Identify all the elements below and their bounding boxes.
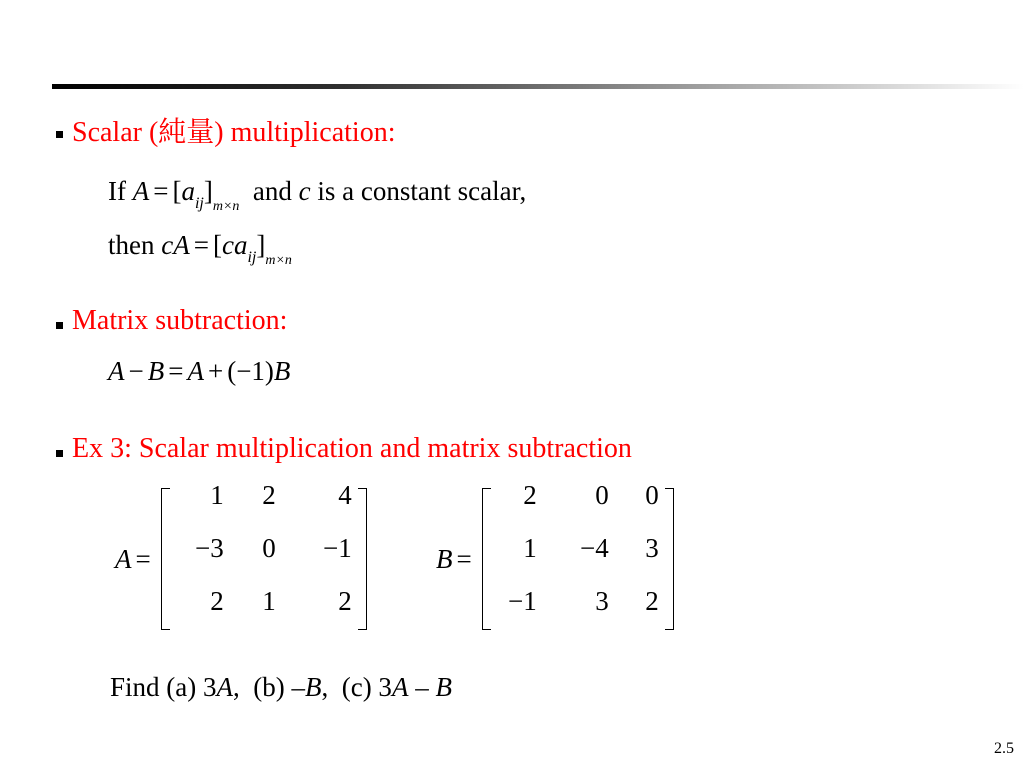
- matrix-A-cell: 4: [338, 479, 352, 510]
- subscript-mxn: m×n: [212, 199, 240, 214]
- matrix-A-cell: −1: [323, 532, 352, 563]
- bracket-close: ]: [256, 230, 266, 260]
- text-if: If: [108, 176, 126, 206]
- bracket-close: ]: [203, 176, 213, 206]
- matrix-A-cell: −3: [195, 532, 224, 563]
- var-cA: cA: [161, 230, 190, 260]
- text-then: then: [108, 230, 155, 260]
- matrix-B-left-bracket: [482, 488, 491, 630]
- var-B: B: [273, 356, 291, 386]
- heading-scalar-multiplication: Scalar (純量) multiplication:: [72, 117, 396, 148]
- matrix-B-cell: 1: [523, 532, 537, 563]
- matrix-A-cell: 2: [210, 585, 224, 616]
- var-c: c: [298, 176, 311, 206]
- var-A: A: [115, 543, 132, 574]
- subscript-ij: ij: [247, 249, 257, 266]
- subtraction-formula: [108, 356, 290, 387]
- subscript-mxn: m×n: [265, 253, 292, 268]
- matrix-B-cell: 0: [645, 479, 659, 510]
- bullet-square-icon: [56, 322, 63, 329]
- matrix-B-cell: 0: [595, 479, 609, 510]
- matrix-A-right-bracket: [358, 488, 367, 630]
- op-equals: =: [193, 230, 209, 260]
- matrix-B-cell: 3: [645, 532, 659, 563]
- scalar-result-line: [108, 230, 292, 268]
- matrix-B-cell: 2: [645, 585, 659, 616]
- text-and: and: [252, 176, 292, 206]
- op-equals: =: [135, 543, 151, 574]
- bullet-example-3: [56, 432, 632, 466]
- var-B: B: [436, 543, 453, 574]
- matrix-A-cell: 1: [262, 585, 276, 616]
- op-plus: +: [207, 356, 224, 386]
- op-equals: =: [456, 543, 472, 574]
- matrix-B-cell: −1: [508, 585, 537, 616]
- op-equals: =: [168, 356, 184, 386]
- matrix-A-cell: 0: [262, 532, 276, 563]
- matrix-B-cells: [491, 479, 665, 629]
- var-B: B: [435, 672, 452, 702]
- bullet-square-icon: [56, 450, 63, 457]
- var-A: A: [132, 176, 150, 206]
- var-ca: ca: [221, 230, 248, 260]
- matrix-B-cell: 2: [523, 479, 537, 510]
- matrix-A-left-bracket: [161, 488, 170, 630]
- matrix-B-cell: 3: [595, 585, 609, 616]
- matrix-B: [436, 479, 674, 630]
- var-A: A: [216, 672, 233, 702]
- var-A: A: [391, 672, 409, 702]
- find-minus: –: [408, 672, 436, 702]
- var-A: A: [187, 356, 204, 386]
- var-A: A: [108, 356, 125, 386]
- title-rule: [52, 84, 1024, 89]
- matrix-A-cell: 2: [338, 585, 352, 616]
- page-number: 2.5: [994, 740, 1014, 757]
- matrix-A-cells: [170, 479, 358, 629]
- matrix-B-label: [436, 544, 476, 575]
- heading-matrix-subtraction: Matrix subtraction:: [72, 305, 288, 336]
- matrix-A: [115, 479, 367, 630]
- matrix-A-cell: 1: [210, 479, 224, 510]
- op-equals: =: [153, 176, 169, 206]
- find-question: [110, 672, 452, 703]
- bullet-square-icon: [56, 131, 63, 138]
- var-B: B: [147, 356, 165, 386]
- scalar-definition-line: [108, 176, 527, 214]
- op-minus: −: [128, 356, 144, 386]
- find-part-b: , (b) –: [232, 672, 305, 702]
- var-B: B: [304, 672, 322, 702]
- bullet-matrix-subtraction: [56, 304, 287, 338]
- find-part-c: , (c) 3: [321, 672, 392, 702]
- matrix-A-cell: 2: [262, 479, 276, 510]
- heading-example-3: Ex 3: Scalar multiplication and matrix subtraction: [72, 433, 632, 464]
- find-part-a: Find (a) 3: [110, 672, 217, 702]
- matrix-A-label: [115, 544, 155, 575]
- bullet-scalar-multiplication: [56, 113, 395, 147]
- negative-one: (−1): [227, 356, 274, 386]
- subscript-ij: ij: [194, 195, 204, 212]
- var-a: a: [181, 176, 195, 206]
- text-constant-scalar: is a constant scalar,: [317, 176, 527, 206]
- matrix-B-cell: −4: [580, 532, 609, 563]
- bracket-open: [: [172, 176, 182, 206]
- matrix-B-right-bracket: [665, 488, 674, 630]
- bracket-open: [: [212, 230, 222, 260]
